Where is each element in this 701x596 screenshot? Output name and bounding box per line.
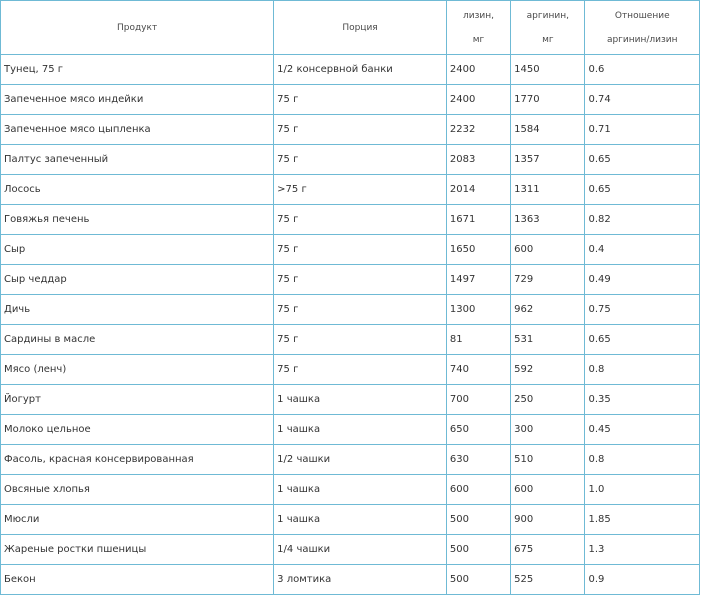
header-portion: Порция	[274, 1, 447, 55]
cell-lysine: 650	[447, 415, 511, 445]
cell-lysine: 500	[447, 505, 511, 535]
cell-arginine: 729	[511, 265, 585, 295]
cell-lysine: 2400	[447, 85, 511, 115]
cell-product: Мясо (ленч)	[1, 355, 274, 385]
cell-ratio: 0.75	[585, 295, 700, 325]
header-arginine-line1: аргинин,	[526, 10, 569, 21]
cell-portion: 75 г	[274, 265, 447, 295]
cell-lysine: 500	[447, 535, 511, 565]
cell-arginine: 600	[511, 475, 585, 505]
cell-product: Бекон	[1, 565, 274, 595]
table-row	[1, 145, 700, 175]
cell-ratio: 0.49	[585, 265, 700, 295]
header-ratio-line2: аргинин/лизин	[606, 34, 678, 45]
cell-lysine: 2232	[447, 115, 511, 145]
cell-lysine: 630	[447, 445, 511, 475]
cell-product: Сыр чеддар	[1, 265, 274, 295]
cell-arginine: 1363	[511, 205, 585, 235]
cell-arginine: 600	[511, 235, 585, 265]
cell-arginine: 962	[511, 295, 585, 325]
cell-ratio: 0.8	[585, 355, 700, 385]
cell-portion: 75 г	[274, 85, 447, 115]
header-product: Продукт	[1, 1, 274, 55]
cell-ratio: 0.74	[585, 85, 700, 115]
cell-lysine: 81	[447, 325, 511, 355]
cell-arginine: 250	[511, 385, 585, 415]
header-arginine-line2: мг	[542, 34, 554, 45]
cell-lysine: 700	[447, 385, 511, 415]
cell-portion: 75 г	[274, 325, 447, 355]
cell-lysine: 740	[447, 355, 511, 385]
cell-product: Тунец, 75 г	[1, 55, 274, 85]
cell-product: Мюсли	[1, 505, 274, 535]
cell-product: Лосось	[1, 175, 274, 205]
table-row	[1, 385, 700, 415]
cell-product: Палтус запеченный	[1, 145, 274, 175]
cell-portion: 1 чашка	[274, 385, 447, 415]
cell-portion: 75 г	[274, 205, 447, 235]
cell-portion: 75 г	[274, 355, 447, 385]
cell-arginine: 1584	[511, 115, 585, 145]
table-row	[1, 205, 700, 235]
cell-lysine: 2014	[447, 175, 511, 205]
table-row	[1, 535, 700, 565]
cell-ratio: 0.9	[585, 565, 700, 595]
cell-portion: 1/2 чашки	[274, 445, 447, 475]
cell-product: Сардины в масле	[1, 325, 274, 355]
cell-ratio: 0.45	[585, 415, 700, 445]
cell-product: Запеченное мясо цыпленка	[1, 115, 274, 145]
cell-portion: 75 г	[274, 235, 447, 265]
cell-ratio: 0.8	[585, 445, 700, 475]
table-row	[1, 475, 700, 505]
table-row	[1, 295, 700, 325]
cell-ratio: 0.6	[585, 55, 700, 85]
table-row	[1, 505, 700, 535]
table-body	[1, 55, 700, 595]
table-row	[1, 235, 700, 265]
cell-product: Запеченное мясо индейки	[1, 85, 274, 115]
table-row	[1, 415, 700, 445]
cell-ratio: 0.82	[585, 205, 700, 235]
cell-arginine: 525	[511, 565, 585, 595]
cell-lysine: 1671	[447, 205, 511, 235]
cell-portion: >75 г	[274, 175, 447, 205]
table-row	[1, 265, 700, 295]
cell-product: Фасоль, красная консервированная	[1, 445, 274, 475]
cell-ratio: 0.65	[585, 175, 700, 205]
cell-arginine: 1450	[511, 55, 585, 85]
cell-portion: 75 г	[274, 295, 447, 325]
cell-product: Дичь	[1, 295, 274, 325]
header-arginine	[511, 1, 585, 55]
cell-lysine: 500	[447, 565, 511, 595]
table-row	[1, 175, 700, 205]
cell-lysine: 1300	[447, 295, 511, 325]
cell-arginine: 900	[511, 505, 585, 535]
cell-product: Сыр	[1, 235, 274, 265]
cell-ratio: 1.3	[585, 535, 700, 565]
cell-lysine: 1650	[447, 235, 511, 265]
cell-arginine: 531	[511, 325, 585, 355]
cell-portion: 1 чашка	[274, 475, 447, 505]
cell-portion: 75 г	[274, 145, 447, 175]
cell-product: Говяжья печень	[1, 205, 274, 235]
cell-portion: 1 чашка	[274, 505, 447, 535]
cell-product: Молоко цельное	[1, 415, 274, 445]
table-row	[1, 325, 700, 355]
header-lysine	[447, 1, 511, 55]
cell-ratio: 1.0	[585, 475, 700, 505]
cell-portion: 1/2 консервной банки	[274, 55, 447, 85]
table-row	[1, 55, 700, 85]
cell-ratio: 0.71	[585, 115, 700, 145]
table-row	[1, 115, 700, 145]
cell-arginine: 675	[511, 535, 585, 565]
cell-lysine: 1497	[447, 265, 511, 295]
cell-product: Йогурт	[1, 385, 274, 415]
cell-ratio: 0.35	[585, 385, 700, 415]
cell-arginine: 300	[511, 415, 585, 445]
cell-ratio: 0.4	[585, 235, 700, 265]
header-ratio-line1: Отношение	[614, 10, 670, 21]
cell-product: Жареные ростки пшеницы	[1, 535, 274, 565]
cell-arginine: 1357	[511, 145, 585, 175]
cell-lysine: 600	[447, 475, 511, 505]
cell-portion: 1/4 чашки	[274, 535, 447, 565]
table-header	[1, 1, 700, 55]
table-row	[1, 355, 700, 385]
header-lysine-line2: мг	[472, 34, 485, 45]
table-row	[1, 445, 700, 475]
cell-lysine: 2400	[447, 55, 511, 85]
cell-ratio: 1.85	[585, 505, 700, 535]
cell-arginine: 592	[511, 355, 585, 385]
cell-portion: 1 чашка	[274, 415, 447, 445]
cell-product: Овсяные хлопья	[1, 475, 274, 505]
header-lysine-line1: лизин,	[463, 10, 495, 21]
cell-lysine: 2083	[447, 145, 511, 175]
header-row	[1, 1, 700, 55]
table-row	[1, 565, 700, 595]
cell-ratio: 0.65	[585, 145, 700, 175]
cell-portion: 75 г	[274, 115, 447, 145]
cell-arginine: 1311	[511, 175, 585, 205]
cell-portion: 3 ломтика	[274, 565, 447, 595]
cell-arginine: 510	[511, 445, 585, 475]
table-row	[1, 85, 700, 115]
cell-arginine: 1770	[511, 85, 585, 115]
cell-ratio: 0.65	[585, 325, 700, 355]
header-ratio	[585, 1, 700, 55]
